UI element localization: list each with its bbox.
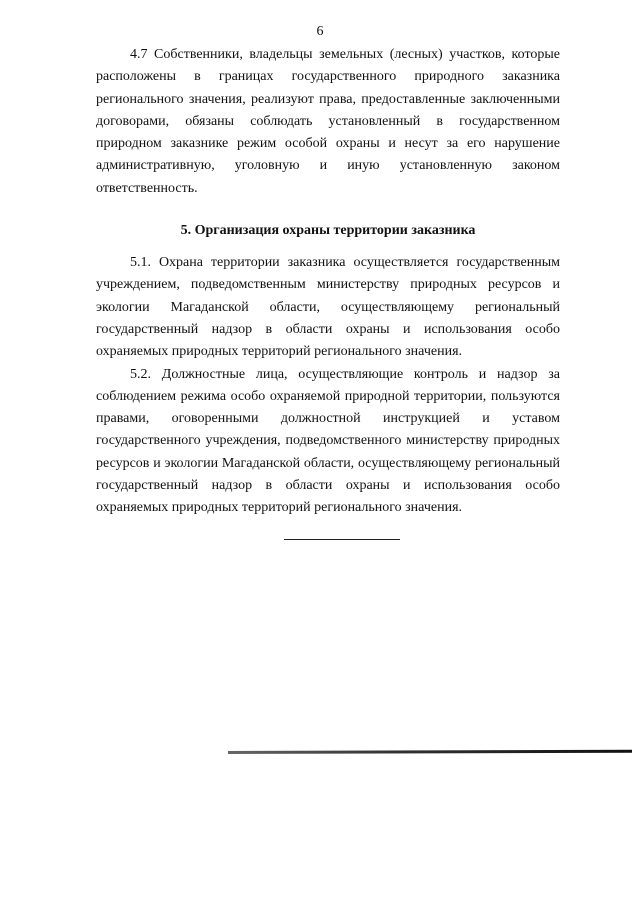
paragraph-4-7: 4.7 Собственники, владельцы земельных (лесных) участков, которые расположены в границах государственного природного заказника регионального значения, реализуют права, предоставленные заключенными договорами, обязаны соблюдать установленный в государственном природном заказнике режим особой охраны и несут за его нарушение административную, уголовную и иную установленную законом ответственность. (96, 47, 560, 196)
paragraph-5-1: 5.1. Охрана территории заказника осуществляется государственным учреждением, подведомственным министерству природных ресурсов и экологии Магаданской области, осуществляющему региональный государственный надзор в области охраны и использования особо охраняемых природных территорий регионального значения. (96, 255, 560, 360)
scan-artifact-line (228, 750, 632, 754)
paragraph-5-2: 5.2. Должностные лица, осуществляющие контроль и надзор за соблюдением режима особо охраняемой природной территории, пользуются правами, оговоренными должностной инструкцией и уставом государственного учреждения, подведомственного министерству природных ресурсов и экологии Магаданской области, осуществляющему региональный государственный надзор в области охраны и использования особо охраняемых природных территорий регионального значения. (96, 366, 560, 516)
end-separator-line (284, 539, 400, 540)
document-body (96, 44, 560, 520)
page-number: 6 (316, 24, 324, 39)
section-5-heading: 5. Организация охраны территории заказника (180, 223, 476, 239)
